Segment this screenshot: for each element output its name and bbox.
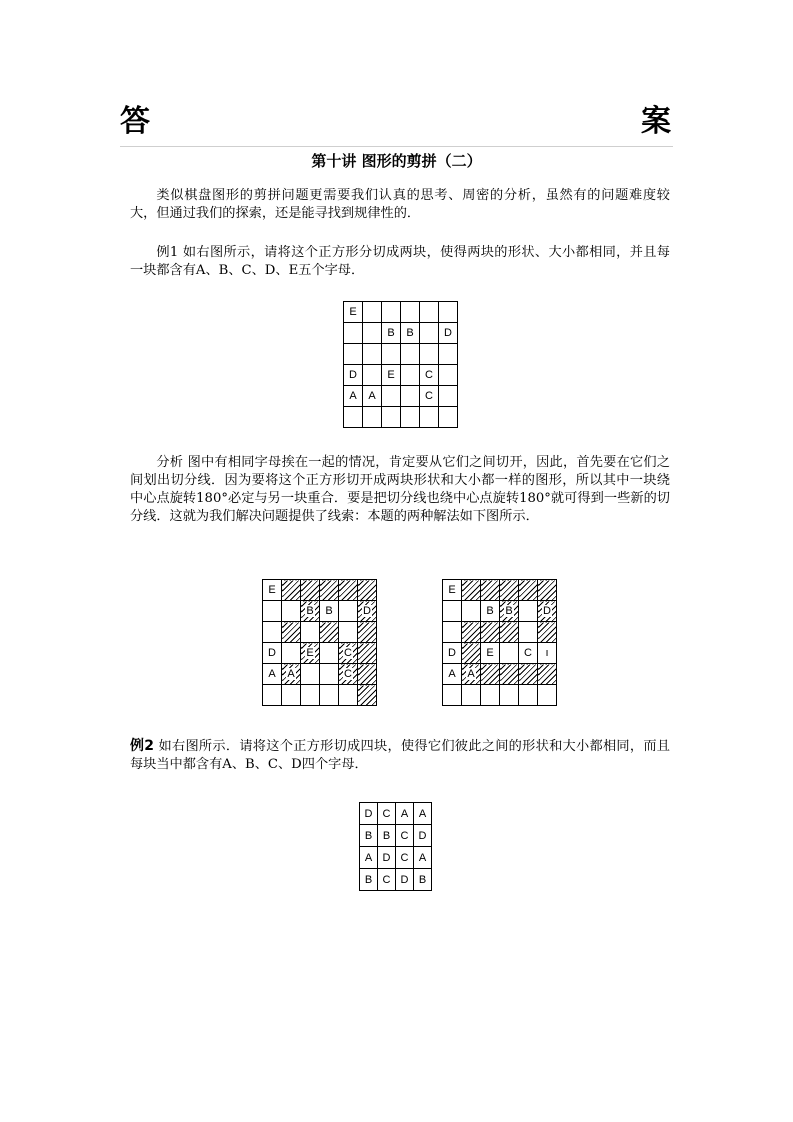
grid-cell	[439, 365, 458, 386]
grid-cell	[439, 302, 458, 323]
grid-letter: A	[448, 668, 456, 680]
grid-cell	[382, 302, 401, 323]
grid-cell	[282, 664, 301, 685]
grid-row	[263, 664, 377, 685]
grid-cell	[462, 601, 481, 622]
grid-letter: E	[486, 647, 494, 659]
grid-cell	[378, 847, 396, 869]
grid-cell	[301, 685, 320, 706]
grid-cell	[282, 622, 301, 643]
grid-cell	[378, 825, 396, 847]
grid-cell	[263, 580, 282, 601]
grid-letter: D	[418, 829, 427, 842]
grid-cell	[282, 643, 301, 664]
grid-cell	[320, 685, 339, 706]
grid-cell	[439, 344, 458, 365]
grid-row	[344, 344, 458, 365]
grid-cell	[396, 825, 414, 847]
grid-row	[360, 847, 432, 869]
grid-cell	[519, 622, 538, 643]
grid-cell	[538, 580, 557, 601]
grid-letter: C	[382, 807, 391, 820]
grid-cell	[414, 803, 432, 825]
grid-cell	[263, 601, 282, 622]
grid-cell	[382, 365, 401, 386]
grid-cell	[401, 386, 420, 407]
grid-letter: C	[400, 851, 409, 864]
grid-cell	[344, 302, 363, 323]
grid-cell	[462, 685, 481, 706]
grid-row	[360, 869, 432, 891]
grid-cell	[443, 622, 462, 643]
grid-cell	[519, 580, 538, 601]
grid-cell	[500, 622, 519, 643]
grid-letter: B	[406, 327, 414, 339]
grid-cell	[301, 664, 320, 685]
grid-letter: A	[368, 390, 376, 402]
grid-cell	[339, 580, 358, 601]
grid-cell	[401, 302, 420, 323]
grid-cell	[396, 803, 414, 825]
grid-letter: D	[363, 605, 371, 617]
grid-cell	[339, 643, 358, 664]
grid-letter: D	[444, 327, 452, 339]
grid-cell	[382, 344, 401, 365]
grid-cell	[360, 847, 378, 869]
grid-cell	[414, 825, 432, 847]
grid-cell	[519, 643, 538, 664]
grid-cell	[358, 664, 377, 685]
grid-letter: A	[418, 807, 427, 820]
analysis-paragraph: 分析 图中有相同字母挨在一起的情况，肯定要从它们之间切开，因此，首先要在它们之间划出切分线．因为要将这个正方形切开成两块形状和大小都一样的图形，所以其中一块绕中心点旋转180°必定与另一块重合．要是把切分线也绕中心点旋转180°就可得到一些新的切分线．这就为我们解决问题提供了线索：本题的两种解法如下图所示．	[130, 455, 670, 524]
grid-cell	[382, 407, 401, 428]
grid-cell	[538, 664, 557, 685]
grid-letter: C	[425, 369, 433, 381]
grid-cell	[420, 386, 439, 407]
grid-cell	[263, 664, 282, 685]
grid-letter: E	[306, 647, 314, 659]
grid-cell	[320, 622, 339, 643]
grid-cell	[282, 685, 301, 706]
header-right-char: 案	[641, 104, 671, 139]
grid-letter: C	[344, 647, 352, 659]
grid-cell	[401, 407, 420, 428]
grid-letter: A	[467, 668, 475, 680]
grid-cell	[481, 622, 500, 643]
grid-cell	[282, 601, 301, 622]
grid-cell	[443, 685, 462, 706]
grid-cell	[360, 869, 378, 891]
grid-cell	[344, 344, 363, 365]
grid-cell	[358, 643, 377, 664]
grid-cell	[500, 643, 519, 664]
grid-row	[263, 601, 377, 622]
grid-row	[443, 685, 557, 706]
header-rule	[120, 146, 673, 147]
grid-cell	[401, 344, 420, 365]
grid-cell	[500, 580, 519, 601]
lecture-title: 第十讲 图形的剪拼（二）	[311, 152, 482, 170]
grid-letter: D	[448, 647, 456, 659]
grid-cell	[396, 847, 414, 869]
grid-cell	[481, 643, 500, 664]
grid-letter: B	[418, 873, 427, 886]
grid-cell	[443, 580, 462, 601]
grid-row	[263, 685, 377, 706]
grid-cell	[358, 685, 377, 706]
grid-cell	[414, 847, 432, 869]
grid-cell	[500, 685, 519, 706]
grid-row	[263, 580, 377, 601]
grid-cell	[401, 365, 420, 386]
grid-cell	[462, 580, 481, 601]
grid-letter: C	[400, 829, 409, 842]
grid-cell	[481, 601, 500, 622]
grid-row	[443, 580, 557, 601]
grid-cell	[358, 601, 377, 622]
grid-letter: B	[387, 327, 395, 339]
grid-row	[263, 622, 377, 643]
grid-cell	[339, 601, 358, 622]
grid-row	[360, 825, 432, 847]
grid-letter: A	[418, 851, 427, 864]
example2-grid	[359, 802, 432, 891]
grid-cell	[301, 580, 320, 601]
grid-letter: D	[382, 851, 391, 864]
grid-row	[443, 643, 557, 664]
grid-cell	[363, 344, 382, 365]
grid-cell	[401, 323, 420, 344]
grid-letter: B	[382, 829, 391, 842]
grid-letter: D	[364, 807, 373, 820]
grid-cell	[443, 601, 462, 622]
grid-cell	[320, 601, 339, 622]
grid-letter: ı	[545, 647, 549, 659]
grid-row	[344, 386, 458, 407]
grid-letter: B	[364, 829, 373, 842]
grid-row	[344, 365, 458, 386]
example2-text: 如右图所示．请将这个正方形切成四块，使得它们彼此之间的形状和大小都相同，而且每块当中都含有A、B、C、D四个字母．	[130, 739, 670, 772]
grid-letter: A	[349, 390, 357, 402]
grid-cell	[358, 580, 377, 601]
grid-cell	[339, 622, 358, 643]
grid-row	[344, 407, 458, 428]
grid-cell	[344, 386, 363, 407]
grid-letter: D	[268, 647, 276, 659]
grid-letter: D	[543, 605, 551, 617]
grid-cell	[282, 580, 301, 601]
grid-cell	[358, 622, 377, 643]
grid-letter: D	[349, 369, 357, 381]
grid-letter: B	[486, 605, 494, 617]
solution2-grid	[442, 579, 557, 706]
grid-cell	[481, 685, 500, 706]
grid-cell	[462, 622, 481, 643]
grid-cell	[519, 664, 538, 685]
grid-cell	[420, 323, 439, 344]
grid-cell	[420, 302, 439, 323]
grid-cell	[344, 407, 363, 428]
grid-cell	[538, 643, 557, 664]
grid-cell	[382, 386, 401, 407]
grid-letter: B	[325, 605, 333, 617]
grid-letter: A	[287, 668, 295, 680]
grid-cell	[519, 601, 538, 622]
grid-letter: A	[364, 851, 373, 864]
grid-letter: C	[425, 390, 433, 402]
grid-cell	[301, 643, 320, 664]
grid-cell	[462, 664, 481, 685]
grid-letter: A	[268, 668, 276, 680]
grid-cell	[339, 685, 358, 706]
grid-cell	[481, 664, 500, 685]
grid-row	[443, 601, 557, 622]
grid-cell	[363, 302, 382, 323]
grid-cell	[344, 365, 363, 386]
grid-row	[360, 803, 432, 825]
grid-cell	[420, 407, 439, 428]
grid-cell	[320, 580, 339, 601]
grid-cell	[439, 386, 458, 407]
grid-cell	[320, 664, 339, 685]
example1-grid	[343, 301, 458, 428]
example1-paragraph: 例1 如右图所示，请将这个正方形分切成两块，使得两块的形状、大小都相同，并且每一块都含有A、B、C、D、E五个字母．	[130, 245, 670, 278]
example2-paragraph	[130, 737, 670, 774]
grid-letter: E	[387, 369, 395, 381]
grid-cell	[439, 407, 458, 428]
grid-cell	[443, 664, 462, 685]
grid-cell	[360, 825, 378, 847]
grid-cell	[301, 601, 320, 622]
grid-cell	[481, 580, 500, 601]
grid-cell	[363, 386, 382, 407]
grid-row	[443, 664, 557, 685]
solution1-grid	[262, 579, 377, 706]
grid-row	[344, 302, 458, 323]
grid-row	[263, 643, 377, 664]
grid-cell	[420, 344, 439, 365]
grid-cell	[500, 664, 519, 685]
grid-cell	[363, 323, 382, 344]
grid-letter: E	[448, 584, 456, 596]
grid-cell	[378, 803, 396, 825]
grid-cell	[344, 323, 363, 344]
grid-cell	[301, 622, 320, 643]
grid-cell	[443, 643, 462, 664]
grid-cell	[378, 869, 396, 891]
grid-letter: A	[400, 807, 409, 820]
grid-letter: E	[349, 306, 357, 318]
intro-paragraph: 类似棋盘图形的剪拼问题更需要我们认真的思考、周密的分析，虽然有的问题难度较大，但通过我们的探索，还是能寻找到规律性的．	[130, 188, 670, 221]
grid-letter: D	[400, 873, 409, 886]
grid-letter: B	[306, 605, 314, 617]
grid-cell	[263, 685, 282, 706]
grid-cell	[538, 622, 557, 643]
grid-cell	[360, 803, 378, 825]
grid-row	[344, 323, 458, 344]
grid-letter: B	[364, 873, 373, 886]
grid-cell	[363, 365, 382, 386]
grid-cell	[382, 323, 401, 344]
grid-letter: C	[382, 873, 391, 886]
grid-letter: C	[524, 647, 532, 659]
grid-cell	[320, 643, 339, 664]
grid-cell	[420, 365, 439, 386]
grid-cell	[339, 664, 358, 685]
grid-cell	[519, 685, 538, 706]
grid-letter: B	[505, 605, 513, 617]
grid-row	[443, 622, 557, 643]
grid-cell	[414, 869, 432, 891]
example2-label: 例2	[130, 738, 155, 754]
header-left-char: 答	[120, 104, 150, 139]
grid-cell	[263, 622, 282, 643]
grid-cell	[538, 685, 557, 706]
grid-cell	[363, 407, 382, 428]
grid-letter: E	[268, 584, 276, 596]
grid-letter: C	[344, 668, 352, 680]
grid-cell	[462, 643, 481, 664]
grid-cell	[500, 601, 519, 622]
grid-cell	[538, 601, 557, 622]
grid-cell	[439, 323, 458, 344]
grid-cell	[396, 869, 414, 891]
grid-cell	[263, 643, 282, 664]
